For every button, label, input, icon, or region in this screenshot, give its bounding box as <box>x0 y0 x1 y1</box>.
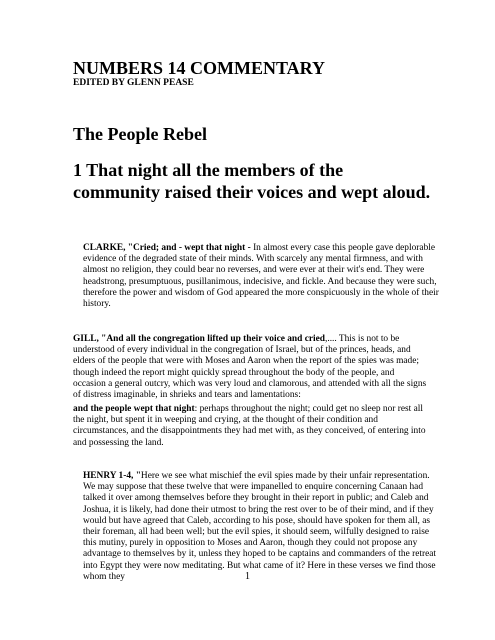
gill-continuation-label: and the people wept that night <box>73 404 195 414</box>
gill-text: ,.... This is not to be understood of every individual in the congregation of Israel, but of the princes, heads, and elders of the people that were with Moses and Aaron when the report of the spies was made; though indeed the report might quickly spread throughout the body of the people, and occasion a general outcry, which was very loud and clamorous, and attended with all the signs of distress imaginable, in shrieks and tears and lamentations: <box>73 334 427 401</box>
document-editor: EDITED BY GLENN PEASE <box>73 78 194 88</box>
gill-paragraph <box>73 334 429 401</box>
clarke-paragraph <box>73 243 439 310</box>
document-title: NUMBERS 14 COMMENTARY <box>73 58 326 78</box>
henry-text: Here we see what mischief the evil spies made by their unfair representation. We may suppose that these twelve that were impanelled to enquire concerning Canaan had talked it over among themselves before they brought in their report in public; and Caleb and Joshua, it is likely, had done their utmost to bring the rest over to be of their mind, and if they would but have agreed that Caleb, according to his pose, should have spoken for them all, as their foreman, all had been well; but the evil spies, it should seem, wilfully designed to raise this mutiny, purely in opposition to Moses and Aaron, though they could not propose any advantage to themselves by it, unless they hoped to be captains and commanders of the retreat into Egypt they were now meditating. But what came of it? Here in these verses we find those whom they <box>83 471 437 582</box>
henry-label: HENRY 1-4, " <box>83 471 141 481</box>
clarke-text: In almost every case this people gave deplorable evidence of the degraded state of their minds. With scarcely any mental firmness, and with almost no religion, they could bear no reverses, and were ever at their wit's end. They were headstrong, presumptuous, pusillanimous, indecisive, and fickle. And because they were such, therefore the power and wisdom of God appeared the more conspicuously in the whole of their history. <box>83 243 439 310</box>
verse-heading: 1 That night all the members of the community raised their voices and wept aloud. <box>73 160 431 202</box>
clarke-label: CLARKE, "Cried; and - wept that night - <box>83 243 254 253</box>
gill-continuation-paragraph <box>73 404 429 449</box>
page-number: 1 <box>245 571 250 582</box>
section-heading: The People Rebel <box>73 124 207 144</box>
henry-paragraph <box>73 471 439 583</box>
gill-label: GILL, "And all the congregation lifted up their voice and cried <box>73 334 325 344</box>
gill-continuation-text: : perhaps throughout the night; could get no sleep nor rest all the night, but spent it in weeping and crying, at the thought of their condition and circumstances, and the disappointments they had met with, as they conceived, of entering into and possessing the land. <box>73 404 426 448</box>
